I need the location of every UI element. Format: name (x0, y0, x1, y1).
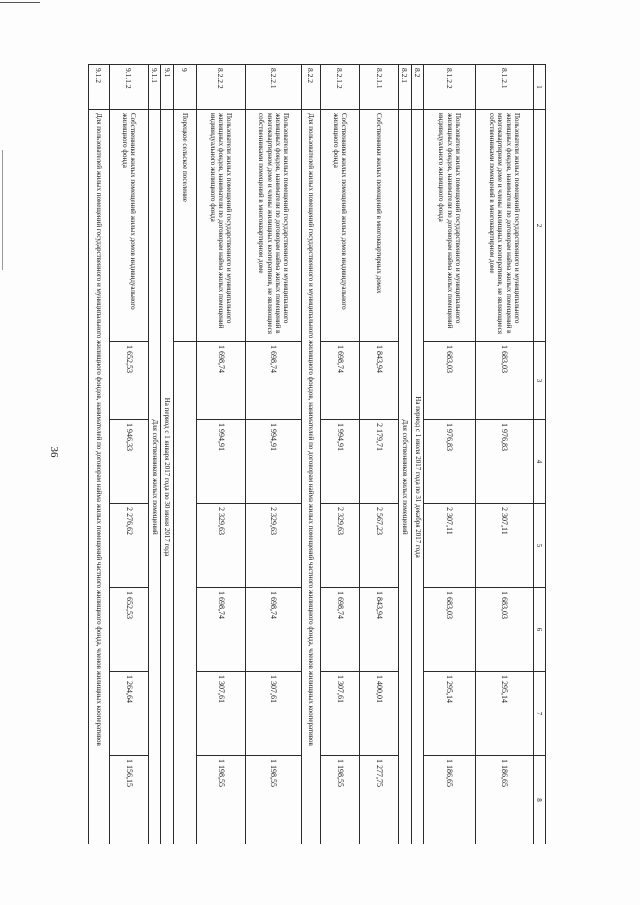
tariff-value: 1 277,75 (359, 756, 398, 845)
tariff-value: 2 276,62 (109, 504, 148, 588)
row-category: Пользователи жилых помещений государственного и муниципального жилищных фондов, наниматели по договорам найма жилых помещений индивидуального жилищного фонда (196, 110, 246, 342)
tariff-value: 1 683,03 (424, 588, 476, 672)
row-number: 9.1.2 (89, 65, 110, 110)
row-category: Собственники жилых помещений жилых домов индивидуального жилищного фонда (109, 110, 148, 342)
row-category: Собственники жилых помещений жилых домов индивидуального жилищного фонда (320, 110, 359, 342)
scan-edge-left (2, 150, 3, 270)
tariff-value: 2 179,71 (359, 420, 398, 504)
row-number: 8.2.2.2 (196, 65, 246, 110)
tariff-value: 1 295,14 (424, 672, 476, 756)
tariff-value: 1 264,64 (109, 672, 148, 756)
tariff-table (88, 64, 546, 844)
row-number: 8.1.2.2 (424, 65, 476, 110)
row-subheader-text: Для собственников жилых помещений (399, 110, 411, 845)
table-row (196, 65, 246, 845)
tariff-value: 1 198,55 (320, 756, 359, 845)
tariff-value: 1 698,74 (196, 342, 246, 420)
row-category: Пользователи жилых помещений государственного и муниципального жилищных фондов, наниматели по договорам найма жилых помещений в многоквартирном доме и члены жилищных кооперативов, не являющиеся собственниками помещений в многоквартирном доме (246, 110, 302, 342)
row-number: 8.2.1 (399, 65, 411, 110)
tariff-value: 1 994,91 (320, 420, 359, 504)
rotated-page (88, 64, 546, 844)
page-number: 36 (48, 446, 60, 458)
row-number: 8.2 (411, 65, 423, 110)
tariff-value: 2 567,23 (359, 504, 398, 588)
column-header-row (533, 65, 545, 845)
tariff-value: 1 698,74 (320, 342, 359, 420)
row-number: 9.1.1 (149, 65, 161, 110)
row-category: Пользователи жилых помещений государственного и муниципального жилищных фондов, наниматели по договорам найма жилых помещений индивидуального жилищного фонда (424, 110, 476, 342)
tariff-value: 1 156,15 (109, 756, 148, 845)
tariff-value: 1 698,74 (246, 588, 302, 672)
tariff-value: 1 307,61 (246, 672, 302, 756)
tariff-value: 1 198,55 (196, 756, 246, 845)
row-number: 8.2.2.1 (246, 65, 302, 110)
table-row (246, 65, 302, 845)
row-category: Пользователи жилых помещений государственного и муниципального жилищных фондов, наниматели по договорам найма жилых помещений в многоквартирном доме и члены жилищных кооперативов, не являющиеся собственниками помещений в многоквартирном доме (475, 110, 533, 342)
tariff-value: 1 307,61 (320, 672, 359, 756)
tariff-value: 1 994,91 (196, 420, 246, 504)
table-section-row (173, 65, 196, 845)
tariff-value: 1 698,74 (196, 588, 246, 672)
table-row (109, 65, 148, 845)
table-subheader-row (411, 65, 423, 845)
tariff-value: 1 994,91 (246, 420, 302, 504)
tariff-value: 1 843,94 (359, 588, 398, 672)
column-header-7: 7 (533, 672, 545, 756)
table-subheader-row (302, 65, 321, 845)
tariff-value: 2 329,63 (246, 504, 302, 588)
tariff-value: 1 186,65 (424, 756, 476, 845)
table-body (89, 65, 546, 845)
tariff-table-container (88, 64, 546, 844)
row-subheader-text: Для собственников жилых помещений (149, 110, 161, 845)
row-number: 9.1.1.2 (109, 65, 148, 110)
tariff-value: 2 307,11 (475, 504, 533, 588)
tariff-value: 1 198,55 (246, 756, 302, 845)
tariff-value: 1 652,53 (109, 588, 148, 672)
row-subheader-text: На период с 1 июля 2017 года по 31 декабря 2017 года (411, 110, 423, 845)
table-row (424, 65, 476, 845)
row-number: 8.2.2 (302, 65, 321, 110)
column-header-1: 1 (533, 65, 545, 110)
column-header-5: 5 (533, 504, 545, 588)
column-header-4: 4 (533, 420, 545, 504)
section-name: Порецкое сельское поселение (173, 110, 196, 342)
tariff-value: 1 698,74 (246, 342, 302, 420)
table-subheader-row (399, 65, 411, 845)
tariff-value: 1 400,01 (359, 672, 398, 756)
tariff-value: 1 295,14 (475, 672, 533, 756)
section-empty-cell (173, 342, 196, 845)
column-header-3: 3 (533, 342, 545, 420)
tariff-value: 2 329,63 (196, 504, 246, 588)
tariff-value: 1 976,83 (424, 420, 476, 504)
tariff-value: 1 843,94 (359, 342, 398, 420)
row-number: 8.2.1.1 (359, 65, 398, 110)
row-subheader-text: Для пользователей жилых помещений государственного и муниципального жилищного фондов, нанимателей по договорам найма жилых помещений частного жилищного фонда, членов жилищных кооперативов (302, 110, 321, 845)
table-row (320, 65, 359, 845)
tariff-value: 1 683,03 (475, 342, 533, 420)
table-subheader-row (149, 65, 161, 845)
table-subheader-row (161, 65, 173, 845)
column-header-6: 6 (533, 588, 545, 672)
row-subheader-text: На период с 1 января 2017 года по 30 июня 2017 года (161, 110, 173, 845)
tariff-value: 1 698,74 (320, 588, 359, 672)
table-subheader-row (89, 65, 110, 845)
tariff-value: 1 683,03 (475, 588, 533, 672)
tariff-value: 1 683,03 (424, 342, 476, 420)
tariff-value: 2 307,11 (424, 504, 476, 588)
tariff-value: 1 307,61 (196, 672, 246, 756)
row-number: 9.1 (161, 65, 173, 110)
row-category: Собственники жилых помещений в многоквартирных домах (359, 110, 398, 342)
tariff-value: 1 652,53 (109, 342, 148, 420)
row-number: 8.1.2.1 (475, 65, 533, 110)
row-subheader-text: Для пользователей жилых помещений государственного и муниципального жилищного фондов, нанимателей по договорам найма жилых помещений частного жилищного фонда, членов жилищных кооперативов (89, 110, 110, 845)
tariff-value: 1 186,65 (475, 756, 533, 845)
column-header-2: 2 (533, 110, 545, 342)
scan-edge-top (0, 2, 40, 3)
row-number: 9 (173, 65, 196, 110)
tariff-value: 2 329,63 (320, 504, 359, 588)
tariff-value: 1 976,83 (475, 420, 533, 504)
table-row (359, 65, 398, 845)
tariff-value: 1 946,33 (109, 420, 148, 504)
table-row (475, 65, 533, 845)
row-number: 8.2.1.2 (320, 65, 359, 110)
column-header-8: 8 (533, 756, 545, 845)
